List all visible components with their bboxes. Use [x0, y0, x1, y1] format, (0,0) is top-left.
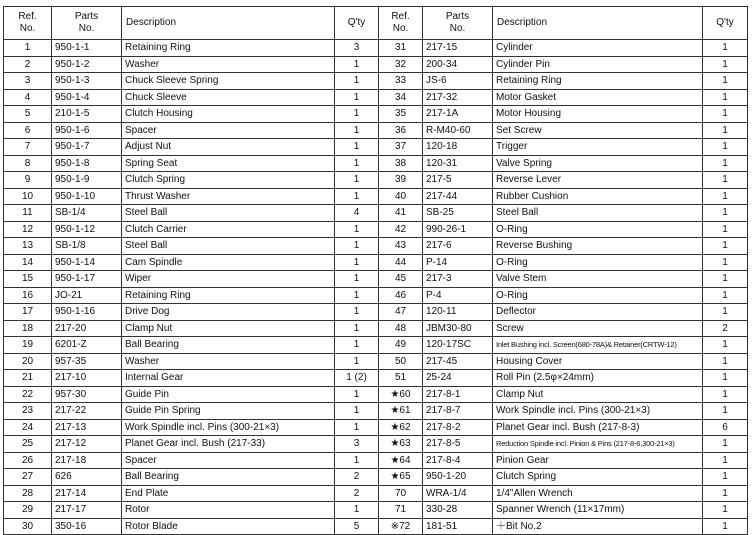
qty-cell: 1 — [703, 386, 748, 403]
description-cell: ＋Bit No.2 — [493, 518, 703, 535]
ref-no-cell: 70 — [379, 485, 423, 502]
qty-cell: 1 — [335, 172, 379, 189]
part-no-cell: 217-8-7 — [423, 403, 493, 420]
ref-no-cell: 41 — [379, 205, 423, 222]
part-no-cell: WRA-1/4 — [423, 485, 493, 502]
description-cell: Reverse Lever — [493, 172, 703, 189]
part-no-cell: 210-1-5 — [52, 106, 122, 123]
qty-cell: 1 — [703, 436, 748, 453]
part-no-cell: 950-1-6 — [52, 122, 122, 139]
description-cell: Rotor — [122, 502, 335, 519]
description-cell: Spacer — [122, 452, 335, 469]
ref-no-cell: ★64 — [379, 452, 423, 469]
part-no-cell: R-M40-60 — [423, 122, 493, 139]
table-row — [4, 485, 748, 502]
table-row — [4, 89, 748, 106]
qty-cell: 1 — [335, 419, 379, 436]
part-no-cell: 950-1-8 — [52, 155, 122, 172]
qty-cell: 6 — [703, 419, 748, 436]
qty-cell: 1 — [703, 73, 748, 90]
description-cell: Valve Spring — [493, 155, 703, 172]
ref-no-cell: 2 — [4, 56, 52, 73]
ref-no-cell: 43 — [379, 238, 423, 255]
qty-cell: 1 — [703, 337, 748, 354]
table-row — [4, 122, 748, 139]
qty-cell: 1 — [703, 205, 748, 222]
ref-no-cell: 9 — [4, 172, 52, 189]
qty-cell: 1 — [335, 254, 379, 271]
description-cell: Cylinder Pin — [493, 56, 703, 73]
table-row — [4, 386, 748, 403]
description-cell: O-Ring — [493, 287, 703, 304]
part-no-cell: 6201-Z — [52, 337, 122, 354]
ref-no-cell: 29 — [4, 502, 52, 519]
ref-no-cell: 22 — [4, 386, 52, 403]
qty-cell: 1 — [703, 221, 748, 238]
description-cell: Planet Gear incl. Bush (217-8-3) — [493, 419, 703, 436]
qty-cell: 1 — [703, 452, 748, 469]
description-cell: Chuck Sleeve Spring — [122, 73, 335, 90]
qty-cell: 1 — [335, 139, 379, 156]
ref-no-cell: ★60 — [379, 386, 423, 403]
part-no-cell: 120-18 — [423, 139, 493, 156]
table-row — [4, 188, 748, 205]
ref-no-cell: 30 — [4, 518, 52, 535]
header-parts-no: Parts No. — [423, 7, 493, 40]
ref-no-cell: 47 — [379, 304, 423, 321]
qty-cell: 1 — [703, 502, 748, 519]
part-no-cell: 330-28 — [423, 502, 493, 519]
ref-no-cell: 1 — [4, 40, 52, 57]
qty-cell: 1 — [335, 122, 379, 139]
description-cell: Thrust Washer — [122, 188, 335, 205]
qty-cell: 1 — [703, 238, 748, 255]
table-row — [4, 304, 748, 321]
qty-cell: 1 — [703, 518, 748, 535]
ref-no-cell: ★63 — [379, 436, 423, 453]
ref-no-cell: 32 — [379, 56, 423, 73]
description-cell: Steel Ball — [122, 238, 335, 255]
part-no-cell: 950-1-9 — [52, 172, 122, 189]
table-row — [4, 320, 748, 337]
ref-no-cell: 23 — [4, 403, 52, 420]
part-no-cell: 217-44 — [423, 188, 493, 205]
part-no-cell: 120-31 — [423, 155, 493, 172]
table-row — [4, 205, 748, 222]
part-no-cell: 957-30 — [52, 386, 122, 403]
qty-cell: 1 — [335, 155, 379, 172]
part-no-cell: 950-1-1 — [52, 40, 122, 57]
part-no-cell: 950-1-12 — [52, 221, 122, 238]
description-cell: Retaining Ring — [122, 287, 335, 304]
description-cell: Steel Ball — [493, 205, 703, 222]
ref-no-cell: 7 — [4, 139, 52, 156]
ref-no-cell: 13 — [4, 238, 52, 255]
description-cell: Spacer — [122, 122, 335, 139]
ref-no-cell: 27 — [4, 469, 52, 486]
part-no-cell: 25-24 — [423, 370, 493, 387]
qty-cell: 1 — [703, 89, 748, 106]
part-no-cell: 217-8-4 — [423, 452, 493, 469]
description-cell: End Plate — [122, 485, 335, 502]
ref-no-cell: 44 — [379, 254, 423, 271]
ref-no-cell: 33 — [379, 73, 423, 90]
description-cell: Pinion Gear — [493, 452, 703, 469]
qty-cell: 1 — [335, 271, 379, 288]
table-header-row — [4, 7, 748, 40]
description-cell: Clutch Spring — [122, 172, 335, 189]
table-row — [4, 271, 748, 288]
qty-cell: 1 — [335, 106, 379, 123]
ref-no-cell: 42 — [379, 221, 423, 238]
header-parts-no: Parts No. — [52, 7, 122, 40]
description-cell: Guide Pin Spring — [122, 403, 335, 420]
description-cell: Motor Gasket — [493, 89, 703, 106]
ref-no-cell: ※72 — [379, 518, 423, 535]
ref-no-cell: 6 — [4, 122, 52, 139]
ref-no-cell: 49 — [379, 337, 423, 354]
ref-no-cell: 24 — [4, 419, 52, 436]
header-description: Description — [122, 7, 335, 40]
qty-cell: 1 — [335, 73, 379, 90]
table-row — [4, 287, 748, 304]
qty-cell: 1 — [335, 320, 379, 337]
part-no-cell: 120-11 — [423, 304, 493, 321]
table-row — [4, 139, 748, 156]
ref-no-cell: 18 — [4, 320, 52, 337]
ref-no-cell: 48 — [379, 320, 423, 337]
qty-cell: 1 — [335, 502, 379, 519]
part-no-cell: 217-6 — [423, 238, 493, 255]
table-row — [4, 73, 748, 90]
description-cell: Retaining Ring — [122, 40, 335, 57]
part-no-cell: 217-10 — [52, 370, 122, 387]
table-row — [4, 172, 748, 189]
part-no-cell: 181-51 — [423, 518, 493, 535]
qty-cell: 1 — [335, 353, 379, 370]
ref-no-cell: 28 — [4, 485, 52, 502]
qty-cell: 1 — [335, 56, 379, 73]
ref-no-cell: 16 — [4, 287, 52, 304]
qty-cell: 1 — [703, 304, 748, 321]
description-cell: Washer — [122, 353, 335, 370]
table-row — [4, 452, 748, 469]
description-cell: Cam Spindle — [122, 254, 335, 271]
description-cell: Clutch Spring — [493, 469, 703, 486]
qty-cell: 4 — [335, 205, 379, 222]
table-row — [4, 419, 748, 436]
table-row — [4, 155, 748, 172]
qty-cell: 3 — [335, 436, 379, 453]
description-cell: Guide Pin — [122, 386, 335, 403]
description-cell: Trigger — [493, 139, 703, 156]
qty-cell: 1 — [703, 485, 748, 502]
description-cell: Ball Bearing — [122, 337, 335, 354]
description-cell: O-Ring — [493, 221, 703, 238]
table-row — [4, 56, 748, 73]
header-description: Description — [493, 7, 703, 40]
table-row — [4, 238, 748, 255]
part-no-cell: P-14 — [423, 254, 493, 271]
part-no-cell: SB-25 — [423, 205, 493, 222]
part-no-cell: 120-17SC — [423, 337, 493, 354]
qty-cell: 1 — [703, 122, 748, 139]
part-no-cell: 217-17 — [52, 502, 122, 519]
table-row — [4, 353, 748, 370]
qty-cell: 2 — [335, 469, 379, 486]
qty-cell: 1 — [335, 221, 379, 238]
ref-no-cell: 20 — [4, 353, 52, 370]
header-qty: Q'ty — [703, 7, 748, 40]
part-no-cell: 200-34 — [423, 56, 493, 73]
table-row — [4, 221, 748, 238]
table-row — [4, 469, 748, 486]
qty-cell: 1 — [703, 106, 748, 123]
ref-no-cell: 5 — [4, 106, 52, 123]
description-cell: Reverse Bushing — [493, 238, 703, 255]
part-no-cell: 957-35 — [52, 353, 122, 370]
qty-cell: 2 — [335, 485, 379, 502]
part-no-cell: 217-32 — [423, 89, 493, 106]
description-cell: Ball Bearing — [122, 469, 335, 486]
qty-cell: 1 — [335, 403, 379, 420]
part-no-cell: 950-1-16 — [52, 304, 122, 321]
qty-cell: 1 — [335, 386, 379, 403]
header-ref-no: Ref. No. — [379, 7, 423, 40]
qty-cell: 1 — [335, 304, 379, 321]
table-row — [4, 436, 748, 453]
ref-no-cell: 17 — [4, 304, 52, 321]
part-no-cell: 350-16 — [52, 518, 122, 535]
qty-cell: 1 (2) — [335, 370, 379, 387]
ref-no-cell: 31 — [379, 40, 423, 57]
ref-no-cell: 10 — [4, 188, 52, 205]
qty-cell: 3 — [335, 40, 379, 57]
ref-no-cell: ★65 — [379, 469, 423, 486]
part-no-cell: 217-45 — [423, 353, 493, 370]
qty-cell: 5 — [335, 518, 379, 535]
part-no-cell: SB-1/8 — [52, 238, 122, 255]
description-cell: Retaining Ring — [493, 73, 703, 90]
qty-cell: 1 — [703, 139, 748, 156]
ref-no-cell: 35 — [379, 106, 423, 123]
description-cell: Valve Stem — [493, 271, 703, 288]
ref-no-cell: 26 — [4, 452, 52, 469]
part-no-cell: 626 — [52, 469, 122, 486]
qty-cell: 1 — [335, 89, 379, 106]
description-cell: Screw — [493, 320, 703, 337]
part-no-cell: JBM30-80 — [423, 320, 493, 337]
description-cell: Spanner Wrench (11×17mm) — [493, 502, 703, 519]
qty-cell: 1 — [703, 188, 748, 205]
description-cell: Inlet Bushing incl. Screen(680-78A)& Retainer(CRTW-12) — [493, 337, 703, 354]
description-cell: O-Ring — [493, 254, 703, 271]
part-no-cell: 217-15 — [423, 40, 493, 57]
part-no-cell: 217-18 — [52, 452, 122, 469]
ref-no-cell: 12 — [4, 221, 52, 238]
qty-cell: 1 — [703, 155, 748, 172]
table-row — [4, 106, 748, 123]
part-no-cell: 950-1-2 — [52, 56, 122, 73]
ref-no-cell: 51 — [379, 370, 423, 387]
qty-cell: 2 — [703, 320, 748, 337]
ref-no-cell: 39 — [379, 172, 423, 189]
description-cell: Rotor Blade — [122, 518, 335, 535]
description-cell: Clutch Carrier — [122, 221, 335, 238]
parts-list-table — [3, 6, 748, 535]
header-ref-no: Ref. No. — [4, 7, 52, 40]
qty-cell: 1 — [703, 370, 748, 387]
description-cell: Reduction Spindle incl. Pinion & Pins (217-8-6,300-21×3) — [493, 436, 703, 453]
qty-cell: 1 — [335, 238, 379, 255]
description-cell: Spring Seat — [122, 155, 335, 172]
description-cell: Planet Gear incl. Bush (217-33) — [122, 436, 335, 453]
table-row — [4, 518, 748, 535]
description-cell: Wiper — [122, 271, 335, 288]
description-cell: Roll Pin (2.5φ×24mm) — [493, 370, 703, 387]
description-cell: Washer — [122, 56, 335, 73]
part-no-cell: 950-1-7 — [52, 139, 122, 156]
ref-no-cell: 46 — [379, 287, 423, 304]
ref-no-cell: 15 — [4, 271, 52, 288]
description-cell: Deflector — [493, 304, 703, 321]
qty-cell: 1 — [703, 40, 748, 57]
description-cell: Chuck Sleeve — [122, 89, 335, 106]
qty-cell: 1 — [703, 469, 748, 486]
ref-no-cell: 45 — [379, 271, 423, 288]
part-no-cell: 217-22 — [52, 403, 122, 420]
part-no-cell: 217-8-5 — [423, 436, 493, 453]
ref-no-cell: 40 — [379, 188, 423, 205]
qty-cell: 1 — [703, 254, 748, 271]
table-row — [4, 370, 748, 387]
part-no-cell: 217-3 — [423, 271, 493, 288]
description-cell: Adjust Nut — [122, 139, 335, 156]
table-row — [4, 40, 748, 57]
part-no-cell: 950-1-4 — [52, 89, 122, 106]
qty-cell: 1 — [703, 287, 748, 304]
part-no-cell: 217-8-2 — [423, 419, 493, 436]
part-no-cell: 950-1-10 — [52, 188, 122, 205]
part-no-cell: 217-5 — [423, 172, 493, 189]
part-no-cell: SB-1/4 — [52, 205, 122, 222]
part-no-cell: JS-6 — [423, 73, 493, 90]
ref-no-cell: 4 — [4, 89, 52, 106]
description-cell: Work Spindle incl. Pins (300-21×3) — [122, 419, 335, 436]
ref-no-cell: 14 — [4, 254, 52, 271]
ref-no-cell: 34 — [379, 89, 423, 106]
part-no-cell: 990-26-1 — [423, 221, 493, 238]
table-row — [4, 502, 748, 519]
ref-no-cell: 8 — [4, 155, 52, 172]
part-no-cell: 217-14 — [52, 485, 122, 502]
ref-no-cell: 71 — [379, 502, 423, 519]
part-no-cell: 950-1-20 — [423, 469, 493, 486]
ref-no-cell: ★61 — [379, 403, 423, 420]
qty-cell: 1 — [335, 188, 379, 205]
part-no-cell: 950-1-14 — [52, 254, 122, 271]
description-cell: Housing Cover — [493, 353, 703, 370]
qty-cell: 1 — [703, 172, 748, 189]
description-cell: Rubber Cushion — [493, 188, 703, 205]
description-cell: Clamp Nut — [122, 320, 335, 337]
description-cell: Internal Gear — [122, 370, 335, 387]
ref-no-cell: 21 — [4, 370, 52, 387]
ref-no-cell: ★62 — [379, 419, 423, 436]
table-row — [4, 337, 748, 354]
part-no-cell: 217-1A — [423, 106, 493, 123]
description-cell: 1/4"Allen Wrench — [493, 485, 703, 502]
ref-no-cell: 25 — [4, 436, 52, 453]
ref-no-cell: 50 — [379, 353, 423, 370]
ref-no-cell: 37 — [379, 139, 423, 156]
table-row — [4, 403, 748, 420]
ref-no-cell: 36 — [379, 122, 423, 139]
qty-cell: 1 — [703, 271, 748, 288]
ref-no-cell: 38 — [379, 155, 423, 172]
description-cell: Clutch Housing — [122, 106, 335, 123]
part-no-cell: 950-1-3 — [52, 73, 122, 90]
part-no-cell: 217-8-1 — [423, 386, 493, 403]
ref-no-cell: 19 — [4, 337, 52, 354]
part-no-cell: 217-13 — [52, 419, 122, 436]
part-no-cell: 217-12 — [52, 436, 122, 453]
part-no-cell: JO-21 — [52, 287, 122, 304]
qty-cell: 1 — [335, 337, 379, 354]
part-no-cell: 950-1-17 — [52, 271, 122, 288]
description-cell: Clamp Nut — [493, 386, 703, 403]
ref-no-cell: 3 — [4, 73, 52, 90]
part-no-cell: 217-20 — [52, 320, 122, 337]
description-cell: Set Screw — [493, 122, 703, 139]
table-row — [4, 254, 748, 271]
qty-cell: 1 — [335, 452, 379, 469]
description-cell: Cylinder — [493, 40, 703, 57]
header-qty: Q'ty — [335, 7, 379, 40]
description-cell: Drive Dog — [122, 304, 335, 321]
description-cell: Steel Ball — [122, 205, 335, 222]
qty-cell: 1 — [703, 403, 748, 420]
qty-cell: 1 — [703, 56, 748, 73]
part-no-cell: P-4 — [423, 287, 493, 304]
description-cell: Motor Housing — [493, 106, 703, 123]
qty-cell: 1 — [335, 287, 379, 304]
description-cell: Work Spindle incl. Pins (300-21×3) — [493, 403, 703, 420]
ref-no-cell: 11 — [4, 205, 52, 222]
qty-cell: 1 — [703, 353, 748, 370]
